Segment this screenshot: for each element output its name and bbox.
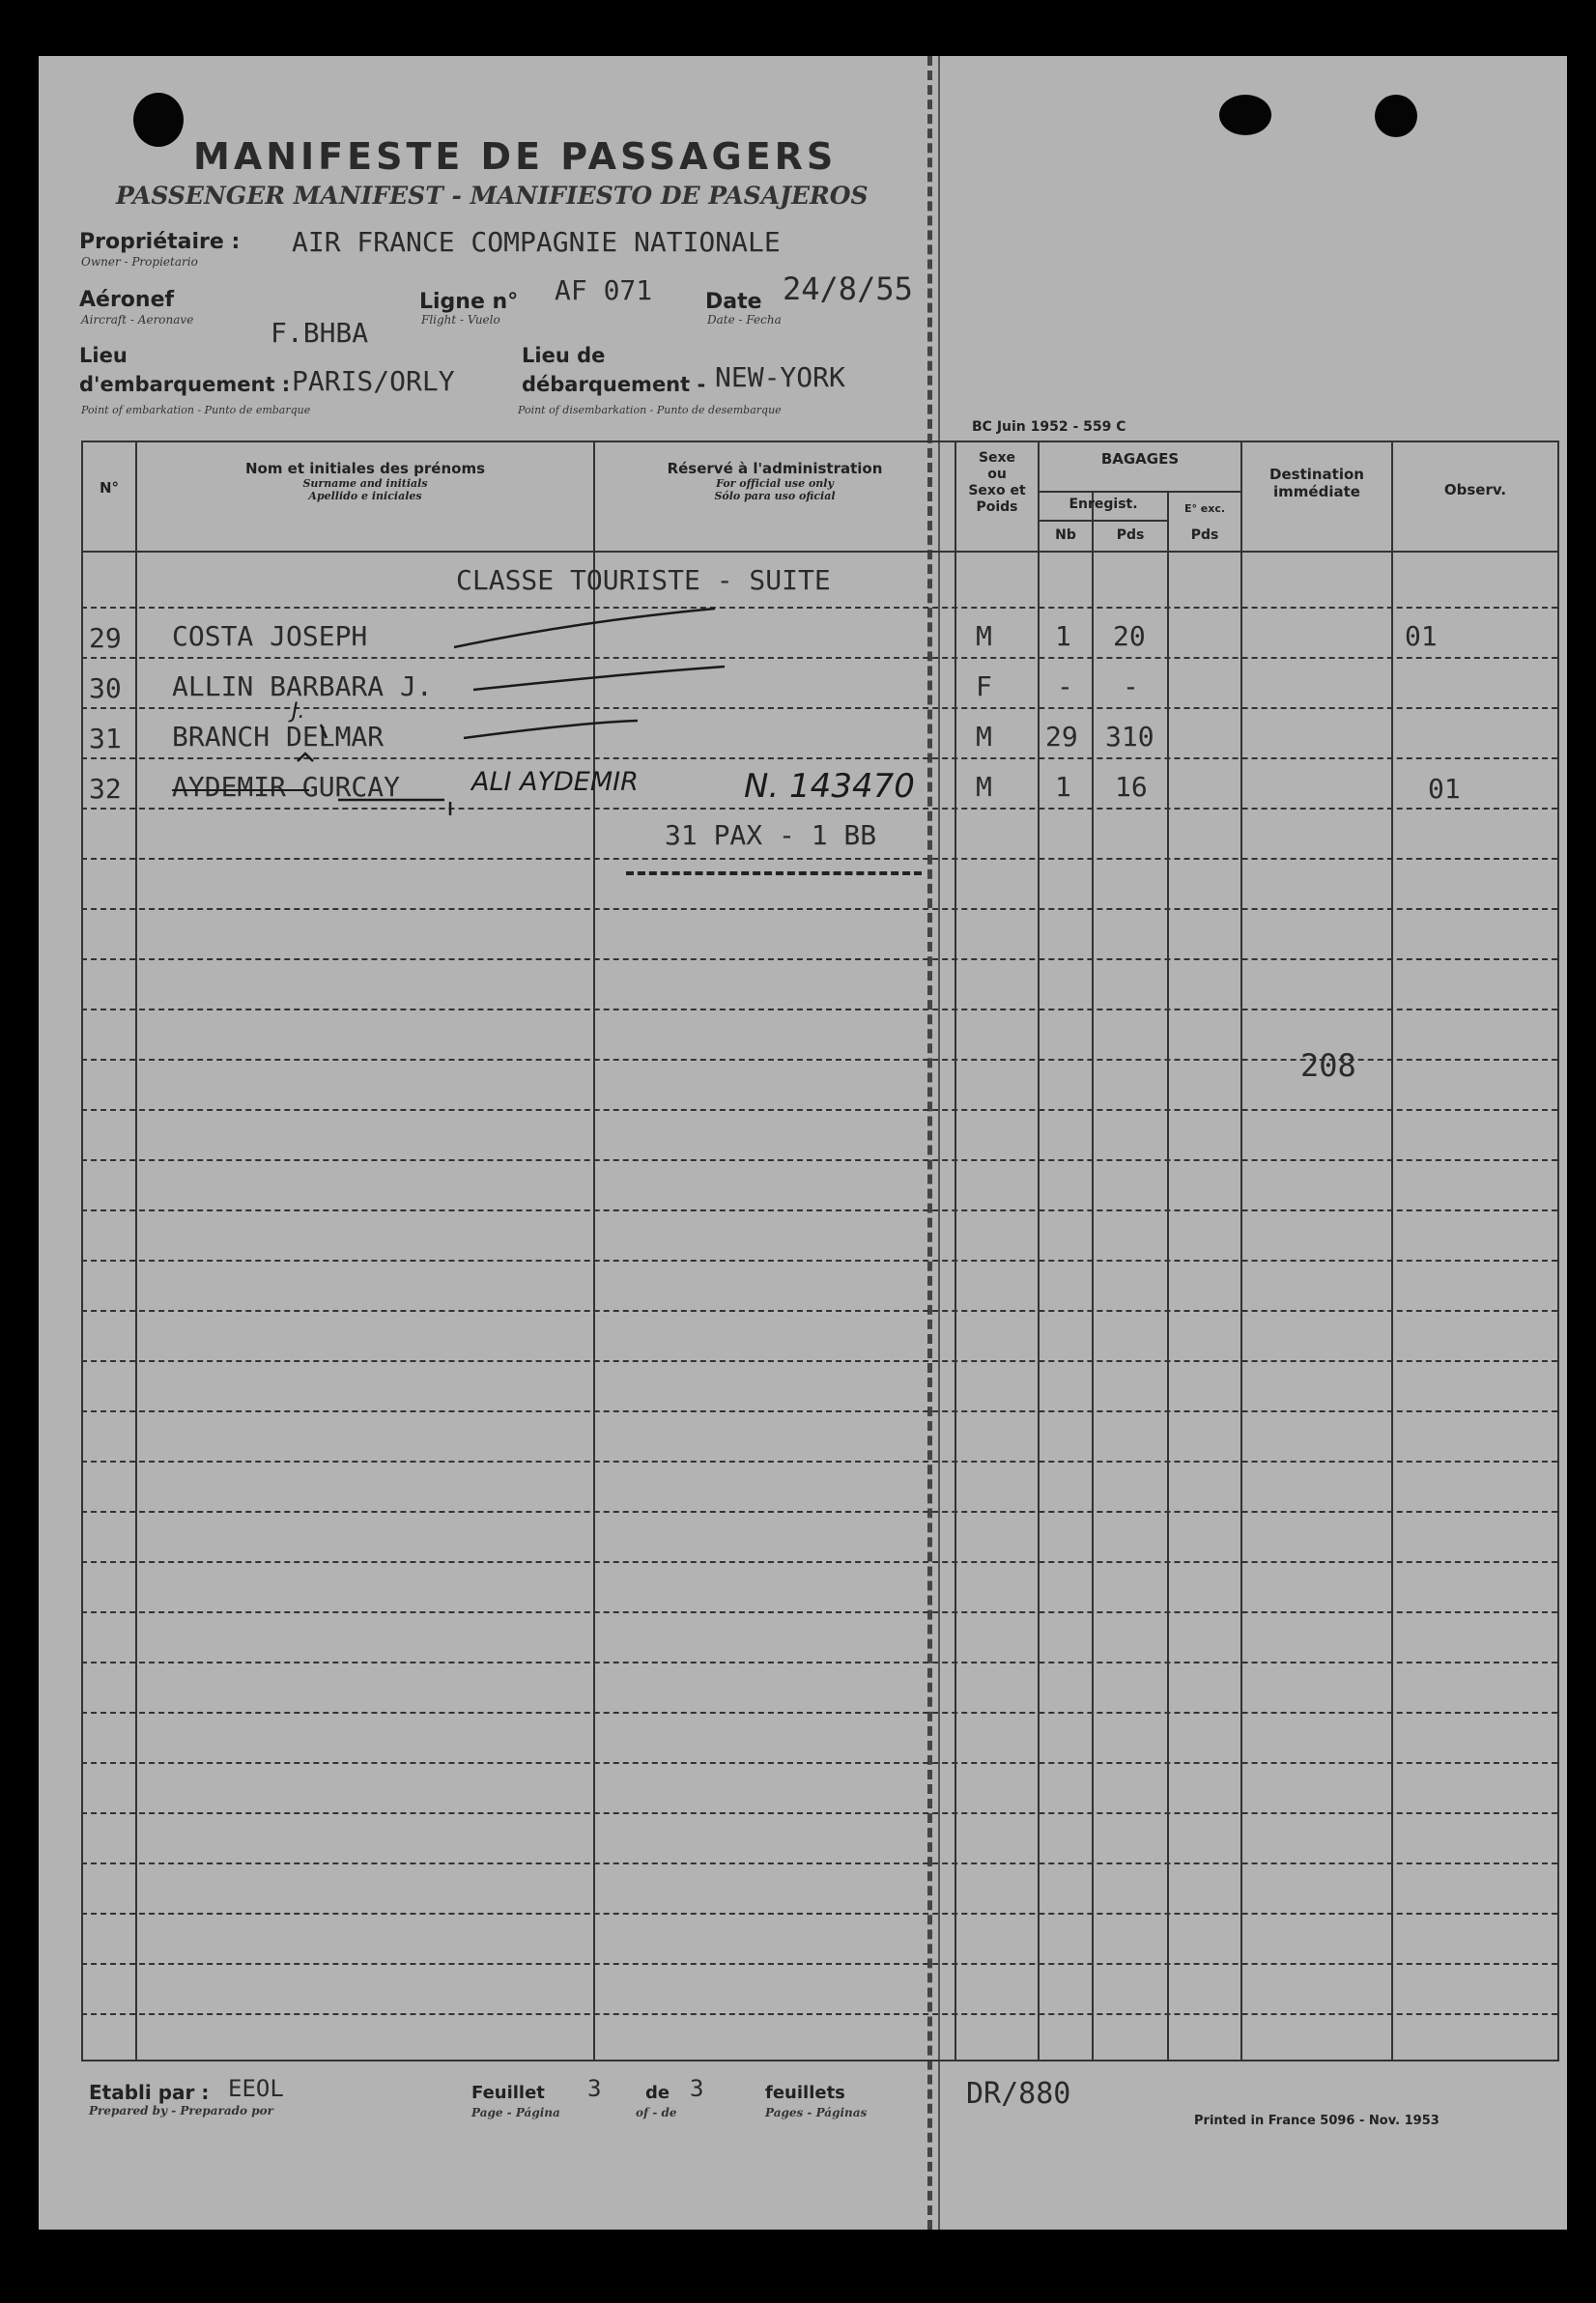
baggage-weight: 16: [1115, 771, 1148, 803]
handwritten-number: N. 143470: [744, 767, 915, 806]
disembark-label-2: débarquement -: [522, 373, 706, 396]
sheets-sub: Pages - Páginas: [765, 2106, 868, 2119]
header-sex-2: ou: [987, 467, 1007, 482]
prepared-value: EEOL: [228, 2075, 284, 2102]
header-sex-3: Sexo et: [968, 483, 1026, 498]
date-sub: Date - Fecha: [707, 313, 782, 327]
passenger-name: COSTA JOSEPH: [172, 620, 368, 652]
header-observations: Observ.: [1443, 481, 1507, 498]
header-excess-pds: Pds: [1190, 527, 1219, 543]
header-admin-sub-1: For official use only: [716, 477, 834, 490]
dr-reference: DR/880: [966, 2077, 1071, 2111]
baggage-count: 29: [1045, 721, 1078, 753]
sheet-total: 3: [690, 2075, 704, 2102]
date-label: Date: [705, 290, 762, 314]
header-registered: Enregist.: [1069, 497, 1138, 512]
passenger-name: ALLIN BARBARA J.: [172, 670, 433, 702]
total-line: 31 PAX - 1 BB: [665, 819, 877, 851]
of-sub: of - de: [636, 2106, 677, 2119]
flight-label: Ligne n°: [419, 290, 519, 314]
passenger-sex: M: [976, 620, 992, 652]
printed-note: Printed in France 5096 - Nov. 1953: [1194, 2114, 1439, 2128]
header-name-sub-2: Apellido e iniciales: [308, 490, 422, 502]
header-destination-1: Destination: [1269, 466, 1364, 483]
header-no: N°: [99, 479, 120, 497]
header-pds: Pds: [1116, 527, 1145, 543]
manifest-sheet: [39, 56, 1567, 2230]
total-underline: [626, 871, 922, 875]
owner-sub: Owner - Propietario: [81, 255, 198, 269]
header-name-label: Nom et initiales des prénoms: [244, 460, 486, 477]
baggage-count: 1: [1055, 771, 1071, 803]
disembark-sub: Point of disembarkation - Punto de desembarque: [518, 404, 782, 416]
sheet-label: Feuillet: [471, 2083, 545, 2103]
prepared-sub: Prepared by - Preparado por: [89, 2104, 273, 2118]
passenger-name: BRANCH DELMAR: [172, 721, 385, 753]
row-number: 30: [89, 672, 122, 704]
form-reference: BC Juin 1952 - 559 C: [972, 419, 1126, 435]
handwritten-initial: J.: [292, 699, 305, 724]
passenger-sex: M: [976, 721, 992, 753]
owner-value: AIR FRANCE COMPAGNIE NATIONALE: [292, 226, 781, 258]
embark-label-2: d'embarquement :: [79, 373, 291, 396]
embark-value: PARIS/ORLY: [292, 365, 455, 397]
sheets-label: feuillets: [765, 2083, 845, 2103]
embark-label-1: Lieu: [79, 344, 128, 367]
observation: 01: [1405, 620, 1438, 652]
header-nb: Nb: [1055, 527, 1076, 543]
owner-label: Propriétaire :: [79, 230, 241, 254]
aircraft-label: Aéronef: [79, 288, 175, 312]
baggage-count: -: [1057, 670, 1073, 702]
disembark-value: NEW-YORK: [715, 361, 845, 393]
header-sex-4: Poids: [976, 499, 1018, 515]
aircraft-sub: Aircraft - Aeronave: [81, 313, 194, 327]
row-number: 31: [89, 723, 122, 754]
observation: 01: [1428, 773, 1461, 805]
page-subtitle: PASSENGER MANIFEST - MANIFIESTO DE PASAJEROS: [116, 182, 869, 210]
flight-value: AF 071: [555, 274, 653, 306]
baggage-count: 1: [1055, 620, 1071, 652]
aircraft-value: F.BHBA: [271, 317, 369, 349]
disembark-label-1: Lieu de: [522, 344, 606, 367]
baggage-weight: -: [1123, 670, 1139, 702]
flight-sub: Flight - Vuelo: [421, 313, 500, 327]
passenger-sex: M: [976, 771, 992, 803]
handwritten-name: ALI AYDEMIR: [471, 767, 639, 797]
header-sex-1: Sexe: [978, 450, 1016, 466]
header-admin-label: Réservé à l'administration: [667, 460, 883, 477]
header-admin-sub-2: Sólo para uso oficial: [714, 490, 836, 502]
baggage-weight: 20: [1113, 620, 1146, 652]
passenger-name: AYDEMIR GURCAY: [172, 771, 401, 803]
of-label: de: [645, 2083, 670, 2103]
page-title: MANIFESTE DE PASSAGERS: [193, 135, 838, 178]
embark-sub: Point of embarkation - Punto de embarque: [81, 404, 311, 416]
prepared-label: Etabli par :: [89, 2081, 210, 2104]
row-number: 32: [89, 773, 122, 805]
handwritten-strokes: [39, 56, 1567, 2230]
passenger-sex: F: [976, 670, 992, 702]
date-value: 24/8/55: [783, 270, 913, 307]
header-baggage: BAGAGES: [1100, 450, 1180, 468]
header-destination-2: immédiate: [1273, 483, 1360, 500]
sheet-number: 3: [587, 2075, 602, 2102]
sheet-sub: Page - Página: [471, 2106, 560, 2119]
header-excess: E° exc.: [1183, 502, 1226, 515]
class-line: CLASSE TOURISTE - SUITE: [456, 564, 831, 596]
row-number: 29: [89, 622, 122, 654]
baggage-weight: 310: [1105, 721, 1154, 753]
header-name-sub-1: Surname and initials: [302, 477, 428, 490]
destination-number: 208: [1300, 1047, 1356, 1084]
